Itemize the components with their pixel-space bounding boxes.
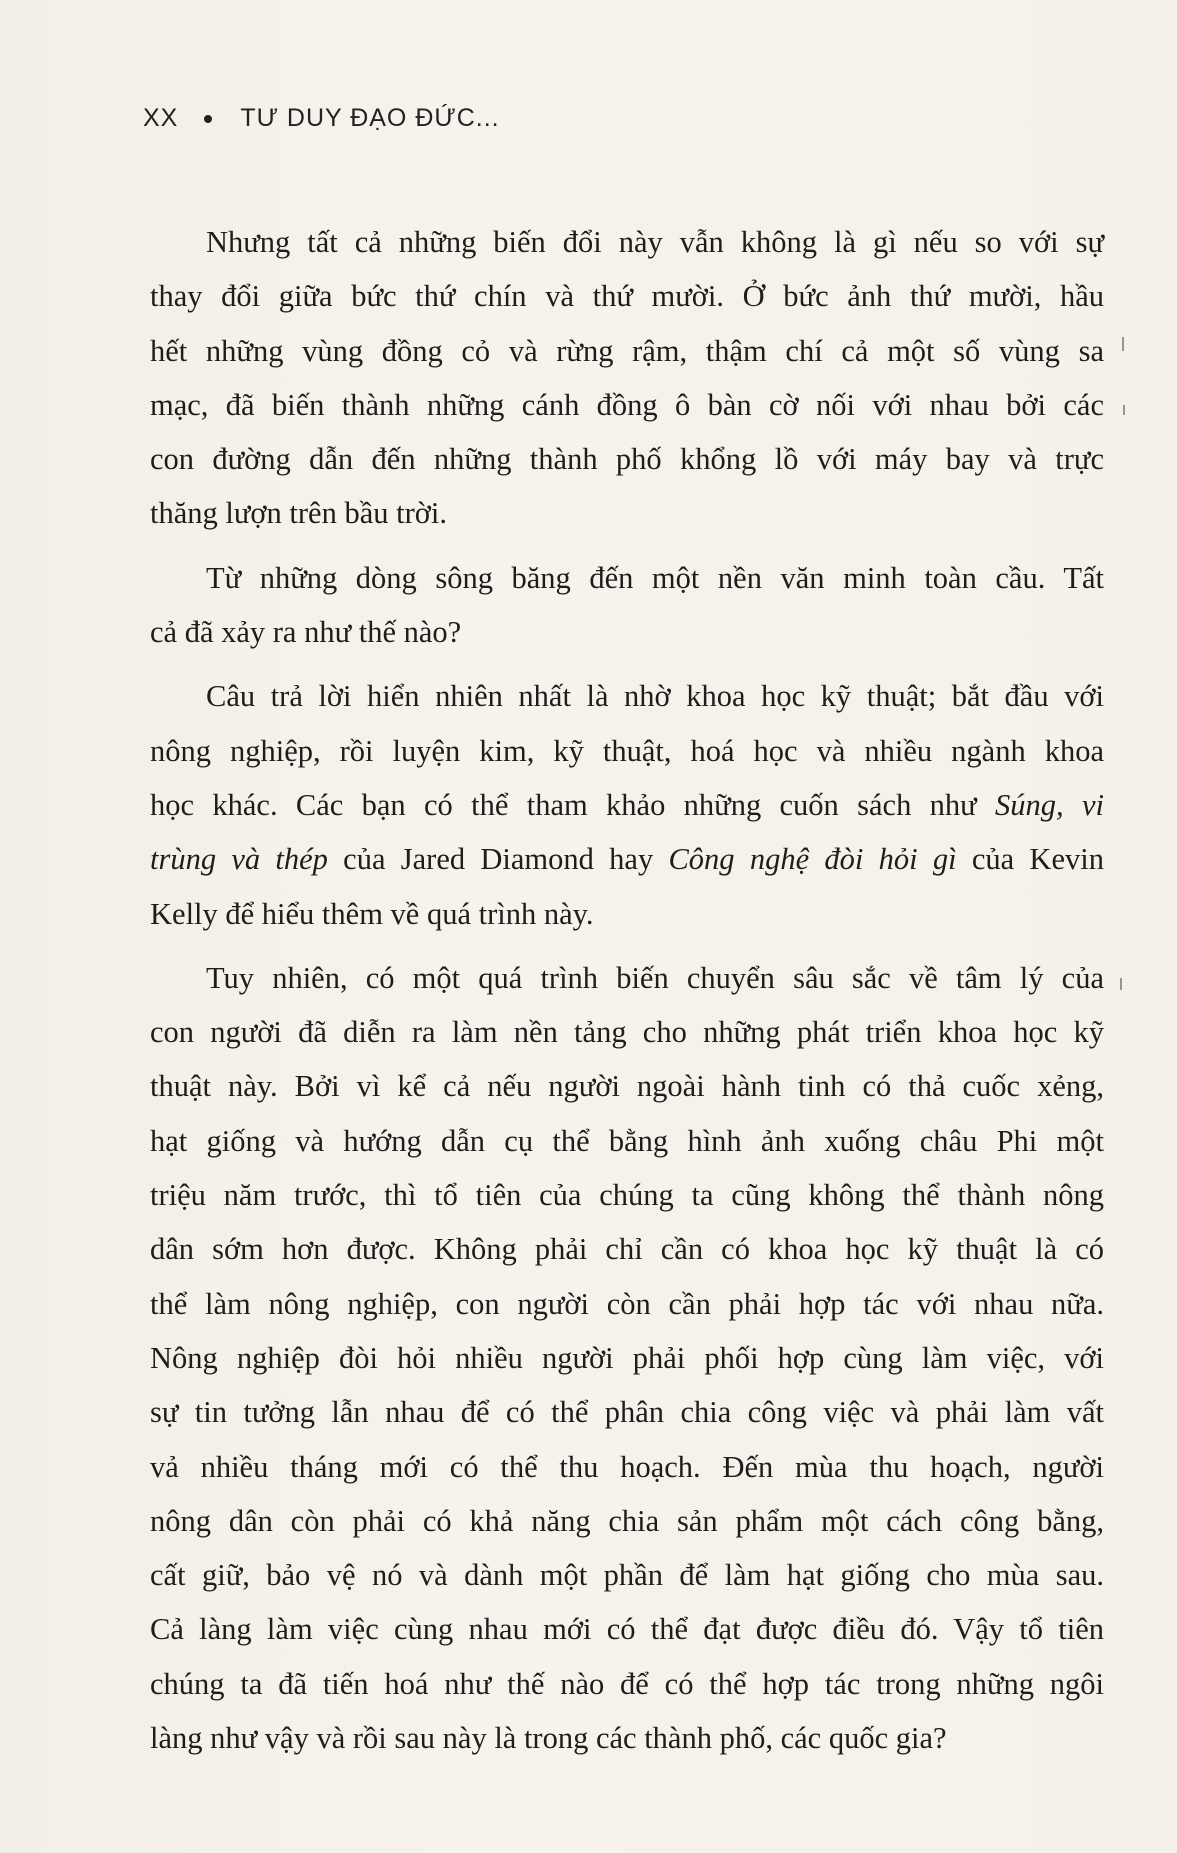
page-number: XX [143,104,179,132]
text-line: nông dân còn phải có khả năng chia sản phẩm một cách công bằng, [150,1503,1104,1538]
text-line: Nông nghiệp đòi hỏi nhiều người phải phối hợp cùng làm việc, với [150,1340,1104,1375]
text-line: hết những vùng đồng cỏ và rừng rậm, thậm chí cả một số vùng sa [150,333,1104,368]
paragraph-3 [150,669,1104,940]
text-line: con người đã diễn ra làm nền tảng cho những phát triển khoa học kỹ [150,1015,1104,1050]
book-title-italic: Công nghệ đòi hỏi gì [668,842,957,877]
text-run: học khác. Các bạn có thể tham khảo những cuốn sách như [150,787,996,822]
text-line: thăng lượn trên bầu trời. [150,496,447,531]
text-line: vả nhiều tháng mới có thể thu hoạch. Đến mùa thu hoạch, người [150,1449,1104,1484]
paragraph-4 [150,951,1104,1765]
text-line: sự tin tưởng lẫn nhau để có thể phân chia công việc và phải làm vất [150,1395,1104,1430]
text-line: nông nghiệp, rồi luyện kim, kỹ thuật, hoá học và nhiều ngành khoa [150,733,1104,768]
text-line: Câu trả lời hiển nhiên nhất là nhờ khoa học kỹ thuật; bắt đầu với [206,679,1104,714]
text-line: mạc, đã biến thành những cánh đồng ô bàn cờ nối với nhau bởi các [150,387,1104,422]
text-line: Nhưng tất cả những biến đổi này vẫn không là gì nếu so với sự [206,225,1104,259]
text-line: chúng ta đã tiến hoá như thế nào để có thể hợp tác trong những ngôi [150,1666,1104,1701]
book-title-italic: Súng, vi [995,787,1104,822]
text-line: dân sớm hơn được. Không phải chỉ cần có khoa học kỹ thuật là có [150,1232,1104,1267]
text-line: Kelly để hiểu thêm về quá trình này. [150,896,594,931]
bullet-separator-icon [204,115,212,123]
margin-mark [1120,978,1122,990]
text-line: cất giữ, bảo vệ nó và dành một phần để làm hạt giống cho mùa sau. [150,1558,1104,1593]
text-line: triệu năm trước, thì tổ tiên của chúng ta cũng không thể thành nông [150,1178,1104,1213]
text-line: thuật này. Bởi vì kể cả nếu người ngoài hành tinh có thả cuốc xẻng, [150,1069,1104,1104]
text-run: của Jared Diamond hay [327,842,669,877]
running-head [143,104,500,133]
chapter-title: TƯ DUY ĐẠO ĐỨC... [240,104,500,132]
text-line: con đường dẫn đến những thành phố khổng lồ với máy bay và trực [150,442,1104,477]
book-title-italic: trùng và thép [150,842,328,877]
text-line: hạt giống và hướng dẫn cụ thể bằng hình ảnh xuống châu Phi một [150,1123,1104,1158]
body-text [150,215,1104,1775]
margin-mark [1123,405,1125,415]
text-line: làng như vậy và rồi sau này là trong các thành phố, các quốc gia? [150,1721,947,1756]
paragraph-1 [150,215,1104,541]
text-line: thay đổi giữa bức thứ chín và thứ mười. Ở bức ảnh thứ mười, hầu [150,279,1104,314]
text-line: Cả làng làm việc cùng nhau mới có thể đạt được điều đó. Vậy tổ tiên [150,1612,1104,1647]
text-line: cả đã xảy ra như thế nào? [150,615,462,650]
text-line [150,832,1104,886]
text-run: của Kevin [956,842,1104,877]
paragraph-2 [150,551,1104,660]
text-line [150,778,1104,832]
text-line: thể làm nông nghiệp, con người còn cần phải hợp tác với nhau nữa. [150,1286,1104,1321]
text-line: Tuy nhiên, có một quá trình biến chuyển sâu sắc về tâm lý của [206,960,1104,995]
margin-mark [1122,337,1124,351]
text-line: Từ những dòng sông băng đến một nền văn minh toàn cầu. Tất [206,560,1104,595]
